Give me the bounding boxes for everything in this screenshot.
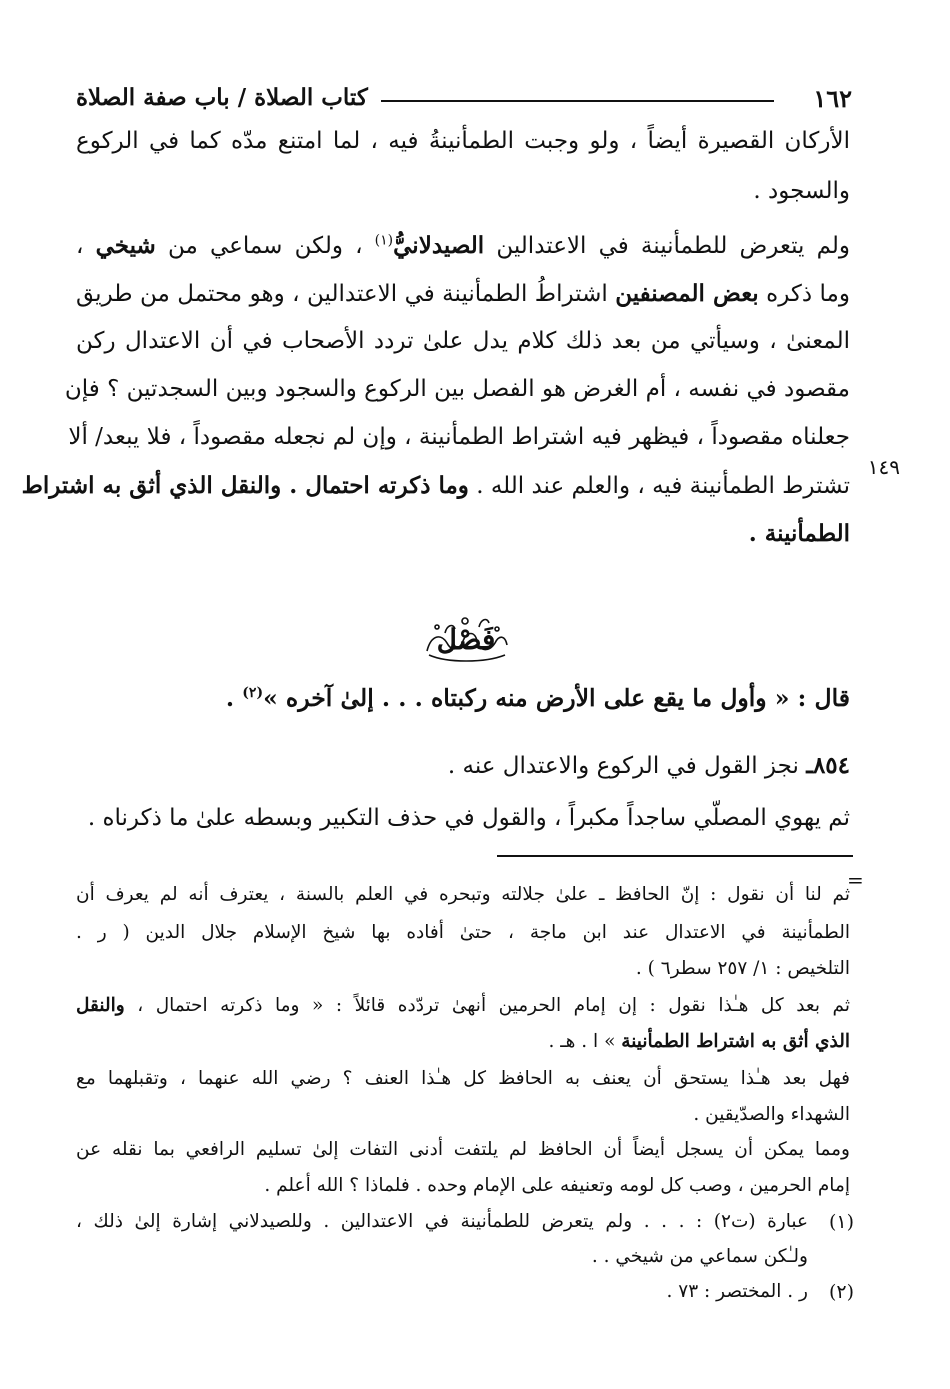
bold-statement: وما ذكرته احتمال . والنقل الذي أثق به اشتراط [21, 472, 469, 499]
section-heading-ornament [417, 605, 515, 669]
body-line: الأركان القصيرة أيضاً ، ولو وجبت الطمأنينةُ فيه ، لما امتنع مدّه كما في الركوع [76, 128, 850, 154]
margin-folio-number: ١٤٩ [867, 455, 900, 479]
footnote-ref-1: (١) [374, 232, 394, 249]
footnote-line: الذي أثق به اشتراط الطمأنينة » ا . هـ . [548, 1031, 850, 1052]
body-line: المعنىٰ ، وسيأتي من بعد ذلك كلام يدل علىٰ تردد الأصحاب في أن الاعتدال ركن [76, 328, 850, 354]
body-line: جعلناه مقصوداً ، فيظهر فيه اشتراط الطمأنينة ، وإن لم نجعله مقصوداً ، فلا يبعد/ ألا [68, 424, 850, 450]
name-authors: بعض المصنفين [615, 280, 759, 307]
footnote-line: ومما يمكن أن يسجل أيضاً أن الحافظ لم يلتفت أدنى التفات إلىٰ تسليم الرافعي بما نقله عن [76, 1139, 850, 1160]
name-saydalani: الصيدلانيُّ [393, 232, 485, 259]
name-shaykhi: شيخي [95, 232, 156, 259]
header-rule [381, 100, 774, 102]
body-line: ولم يتعرض للطمأنينة في الاعتدالين الصيدلانيُّ$^{(١)}$ ، ولكن سماعي من شيخي ، [76, 232, 851, 259]
footnote-number-1: (١) [828, 1211, 854, 1233]
footnote-line: ثم بعد كل هـٰذا نقول : إن إمام الحرمين أنهىٰ تردّده قائلاً : « وما ذكرته احتمال ، والنقل [76, 995, 850, 1016]
paragraph-854: ٨٥٤ـ نجز القول في الركوع والاعتدال عنه . [447, 752, 850, 779]
running-header [76, 84, 852, 118]
body-line: ثم يهوي المصلّي ساجداً مكبراً ، والقول في حذف التكبير وبسطه علىٰ ما ذكرناه . [87, 805, 850, 831]
footnote-line: الشهداء والصدّيقين . [693, 1104, 850, 1125]
footnote-ref-2: (٢) [242, 685, 264, 702]
running-title: كتاب الصلاة / باب صفة الصلاة [76, 84, 368, 111]
footnote-rule [497, 855, 853, 857]
paragraph-number: ٨٥٤ـ [806, 752, 850, 779]
section-heading-text: فَصْل [436, 623, 496, 656]
body-line: الطمأنينة . [748, 520, 850, 547]
footnote-continuation-mark: = [847, 868, 864, 892]
footnote-line: التلخيص : ١/ ٢٥٧ سطر٦ ) . [635, 958, 850, 979]
footnote-1-line: عبارة (ت٢) : . . . ولم يتعرض للطمأنينة في الاعتدالين . وللصيدلاني إشارة إلىٰ ذلك ، [76, 1211, 808, 1232]
footnote-1-line: ولـٰكن سماعي من شيخي . . [591, 1246, 808, 1267]
body-line: والسجود . [753, 178, 850, 204]
footnote-line: فهل بعد هـٰذا يستحق أن يعنف به الحافظ كل هـٰذا العنف ؟ رضي الله عنهما ، وتقبلهما مع [76, 1068, 850, 1089]
body-line: وما ذكره بعض المصنفين اشتراطُ الطمأنينة في الاعتدالين ، وهو محتمل من طريق [76, 280, 850, 307]
footnote-line: إمام الحرمين ، وصب كل لومه وتعنيفه على الإمام وحده . فلماذا ؟ الله أعلم . [264, 1175, 850, 1196]
footnote-line: الطمأنينة في الاعتدال عند ابن ماجة ، حتىٰ أفاده بها شيخ الإسلام جلال الدين ( ر . [76, 922, 850, 943]
footnote-2-line: ر . المختصر : ٧٣ . [666, 1281, 808, 1302]
quote-line: قال : « وأول ما يقع على الأرض منه ركبتاه . . . إلىٰ آخره »$^{(٢)}$ . [225, 684, 850, 712]
footnote-line: ثم لنا أن نقول : إنّ الحافظ ـ علىٰ جلالته وتبحره في العلم بالسنة ، يعترف أنه لم يعرف أن [76, 884, 850, 905]
body-line: مقصود في نفسه ، أم الغرض هو الفصل بين الركوع والسجود وبين السجدتين ؟ فإن [64, 376, 850, 402]
page-number: ١٦٢ [813, 84, 852, 113]
body-line: تشترط الطمأنينة فيه ، والعلم عند الله . وما ذكرته احتمال . والنقل الذي أثق به اشتراط [21, 472, 850, 499]
footnote-number-2: (٢) [828, 1281, 854, 1303]
